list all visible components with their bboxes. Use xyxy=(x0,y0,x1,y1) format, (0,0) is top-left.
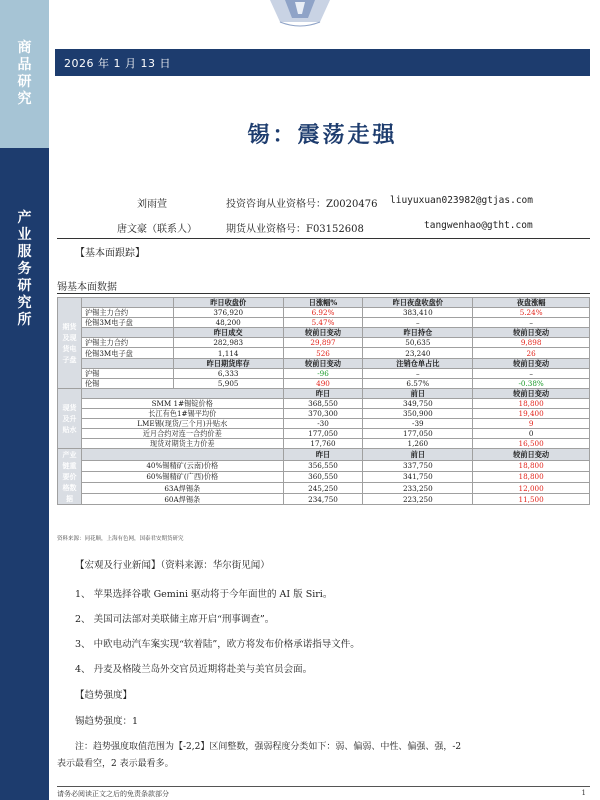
table-cell: 233,250 xyxy=(363,482,473,493)
author-1-name: 刘雨萱 xyxy=(137,199,167,210)
sidebar-top-char: 究 xyxy=(17,91,32,107)
table-cell: 5,905 xyxy=(173,378,283,388)
table-cell: 383,410 xyxy=(363,308,473,318)
table-group-label: 产业链重要价格数据 xyxy=(58,449,82,505)
table-cell: 376,920 xyxy=(173,308,283,318)
table-row xyxy=(58,348,590,358)
table-cell: 16,500 xyxy=(473,439,590,449)
data-source-note: 资料来源：同花顺，上海有色网，国泰君安期货研究 xyxy=(57,536,184,542)
table-cell: 370,300 xyxy=(283,409,363,419)
table-cell: 18,800 xyxy=(473,460,590,471)
table-row xyxy=(58,419,590,429)
table-cell: 23,240 xyxy=(363,348,473,358)
table-cell: – xyxy=(473,368,590,378)
table-header-cell: 前日 xyxy=(363,449,473,460)
table-row xyxy=(58,409,590,419)
divider xyxy=(57,238,590,239)
table-cell: – xyxy=(473,318,590,328)
table-header-cell: 日涨幅% xyxy=(283,298,363,308)
table-header-row xyxy=(58,358,590,368)
table-row xyxy=(58,318,590,328)
table-cell: -96 xyxy=(283,368,363,378)
page-number: 1 xyxy=(581,789,586,797)
trend-heading: 【趋势强度】 xyxy=(75,690,133,701)
report-title: 锡：震荡走强 xyxy=(247,122,398,148)
sidebar-top-char: 品 xyxy=(17,57,32,73)
table-cell: 337,750 xyxy=(363,460,473,471)
tin-fundamentals-table xyxy=(57,297,590,505)
sidebar-bottom-char: 服 xyxy=(17,244,32,260)
table-cell: 490 xyxy=(283,378,363,388)
table-header-cell: 较前日变动 xyxy=(473,388,590,398)
table-cell: -39 xyxy=(363,419,473,429)
table-cell: 40%锡精矿(云南)价格 xyxy=(81,460,283,471)
table-header-cell: 昨日收盘价 xyxy=(173,298,283,308)
table-cell: 0 xyxy=(473,429,590,439)
table-row xyxy=(58,338,590,348)
table-cell: – xyxy=(363,318,473,328)
table-header-cell xyxy=(81,328,173,338)
table-cell: 12,000 xyxy=(473,482,590,493)
table-cell: 26 xyxy=(473,348,590,358)
table-header-row xyxy=(58,449,590,460)
author-2-license: 期货从业资格号：F03152608 xyxy=(226,224,364,235)
news-item-2: 2、 美国司法部对美联储主席开启“刑事调查”。 xyxy=(75,614,275,625)
table-header-cell: 较前日变动 xyxy=(283,328,363,338)
footer-divider xyxy=(57,786,590,787)
report-date: 2026 年 1 月 13 日 xyxy=(64,57,171,70)
table-cell: 48,200 xyxy=(173,318,283,328)
table-header-cell: 注销仓单占比 xyxy=(363,358,473,368)
table-cell: 17,760 xyxy=(283,439,363,449)
table-row xyxy=(58,368,590,378)
table-cell: 5.24% xyxy=(473,308,590,318)
table-header-cell: 前日 xyxy=(363,388,473,398)
table-row xyxy=(58,439,590,449)
table-cell: 223,250 xyxy=(363,494,473,505)
sidebar-bottom-char: 究 xyxy=(17,295,32,311)
subsection-heading: 锡基本面数据 xyxy=(57,282,117,293)
sidebar-label-industry-service xyxy=(0,210,49,329)
table-header-cell: 较前日变动 xyxy=(473,328,590,338)
table-cell: 63A焊锡条 xyxy=(81,482,283,493)
table-cell: 长江有色1#锡平均价 xyxy=(81,409,283,419)
table-cell: 1,114 xyxy=(173,348,283,358)
table-header-row xyxy=(58,388,590,398)
table-cell: 50,635 xyxy=(363,338,473,348)
sidebar-bottom-char: 所 xyxy=(17,312,32,328)
table-row xyxy=(58,482,590,493)
sidebar-bottom-char: 业 xyxy=(17,227,32,243)
table-cell: 29,897 xyxy=(283,338,363,348)
table-cell: 245,250 xyxy=(283,482,363,493)
table-cell: 60A焊锡条 xyxy=(81,494,283,505)
sidebar-bottom-char: 务 xyxy=(17,261,32,277)
table-header-row xyxy=(58,328,590,338)
table-cell: 伦锡 xyxy=(81,378,173,388)
author-1-email[interactable]: liuyuxuan023982@gtjas.com xyxy=(390,195,533,206)
table-row xyxy=(58,398,590,408)
news-item-4: 4、 丹麦及格陵兰岛外交官员近期将赴美与美官员会面。 xyxy=(75,664,313,675)
author-2-email[interactable]: tangwenhao@gtht.com xyxy=(424,220,533,231)
table-cell: 18,800 xyxy=(473,471,590,482)
sidebar-label-commodity-research xyxy=(0,40,49,108)
header-date-band xyxy=(55,49,590,76)
table-cell: LME锡(现货/三个月)升贴水 xyxy=(81,419,283,429)
table-cell: 60%锡精矿(广西)价格 xyxy=(81,471,283,482)
table-cell: 177,050 xyxy=(283,429,363,439)
sidebar-top-char: 研 xyxy=(17,74,32,90)
table-header-cell xyxy=(81,388,283,398)
table-cell: 11,500 xyxy=(473,494,590,505)
table-cell: 6.92% xyxy=(283,308,363,318)
table-header-cell: 昨日 xyxy=(283,388,363,398)
table-header-cell: 夜盘涨幅 xyxy=(473,298,590,308)
table-group-label: 期货及现货电子盘 xyxy=(58,298,82,389)
table-header-cell: 较前日变动 xyxy=(283,358,363,368)
table-header-cell: 昨日期货库存 xyxy=(173,358,283,368)
author-1-license: 投资咨询从业资格号：Z0020476 xyxy=(226,199,378,210)
table-cell: 9,898 xyxy=(473,338,590,348)
news-item-1: 1、 苹果选择谷歌 Gemini 驱动将于今年面世的 AI 版 Siri。 xyxy=(75,589,333,600)
author-2-name: 唐文豪（联系人） xyxy=(117,224,197,235)
table-cell: 282,983 xyxy=(173,338,283,348)
news-heading: 【宏观及行业新闻】（资料来源：华尔街见闻） xyxy=(75,560,270,571)
table-header-cell: 昨日持仓 xyxy=(363,328,473,338)
table-cell: 6.57% xyxy=(363,378,473,388)
footer-disclaimer: 请务必阅读正文之后的免责条款部分 xyxy=(57,790,169,798)
table-cell: 沪锡 xyxy=(81,368,173,378)
trend-note-line-2: 表示最看空，2 表示最看多。 xyxy=(57,759,174,769)
table-cell: 1,260 xyxy=(363,439,473,449)
table-cell: 234,750 xyxy=(283,494,363,505)
sidebar-bottom-char: 产 xyxy=(17,210,32,226)
table-row xyxy=(58,429,590,439)
table-row xyxy=(58,308,590,318)
table-cell: 356,550 xyxy=(283,460,363,471)
table-cell: 177,050 xyxy=(363,429,473,439)
table-cell: 341,750 xyxy=(363,471,473,482)
table-header-cell: 昨日 xyxy=(283,449,363,460)
table-header-cell: 较前日变动 xyxy=(473,358,590,368)
table-group-label: 现货及升贴水 xyxy=(58,388,82,449)
table-header-cell xyxy=(81,449,283,460)
table-cell: 伦锡3M电子盘 xyxy=(81,348,173,358)
table-cell: SMM 1#锡锭价格 xyxy=(81,398,283,408)
table-cell: 18,800 xyxy=(473,398,590,408)
table-header-row xyxy=(58,298,590,308)
table-header-cell xyxy=(81,298,173,308)
table-cell: -30 xyxy=(283,419,363,429)
table-cell: 360,550 xyxy=(283,471,363,482)
table-row xyxy=(58,378,590,388)
sidebar-bottom-char: 研 xyxy=(17,278,32,294)
table-cell: 349,750 xyxy=(363,398,473,408)
table-cell: 350,900 xyxy=(363,409,473,419)
trend-note-line-1: 注：趋势强度取值范围为【-2,2】区间整数，强弱程度分类如下：弱、偏弱、中性、偏强、强，-2 xyxy=(75,742,462,752)
table-cell: 现货对期货主力价差 xyxy=(81,439,283,449)
table-cell: 6,333 xyxy=(173,368,283,378)
divider xyxy=(57,293,590,294)
table-header-cell: 昨日成交 xyxy=(173,328,283,338)
news-item-3: 3、 中欧电动汽车案实现“软着陆”，欧方将发布价格承诺指导文件。 xyxy=(75,639,360,650)
table-cell: 526 xyxy=(283,348,363,358)
table-header-cell: 较前日变动 xyxy=(473,449,590,460)
table-cell: -0.38% xyxy=(473,378,590,388)
section-heading-tracking: 【基本面跟踪】 xyxy=(75,248,145,259)
table-cell: 368,550 xyxy=(283,398,363,408)
table-cell: 近月合约对连一合约价差 xyxy=(81,429,283,439)
table-header-cell xyxy=(81,358,173,368)
table-cell: 伦锡3M电子盘 xyxy=(81,318,173,328)
table-cell: 沪锡主力合约 xyxy=(81,338,173,348)
table-cell: 沪锡主力合约 xyxy=(81,308,173,318)
table-cell: – xyxy=(363,368,473,378)
company-logo-icon xyxy=(240,0,360,30)
left-sidebar xyxy=(0,0,49,800)
table-cell: 5.47% xyxy=(283,318,363,328)
table-row xyxy=(58,460,590,471)
table-cell: 19,400 xyxy=(473,409,590,419)
sidebar-top-char: 商 xyxy=(17,40,32,56)
trend-strength-value: 锡趋势强度：1 xyxy=(75,716,139,727)
table-row xyxy=(58,494,590,505)
table-row xyxy=(58,471,590,482)
table-cell: 9 xyxy=(473,419,590,429)
table-header-cell: 昨日夜盘收盘价 xyxy=(363,298,473,308)
